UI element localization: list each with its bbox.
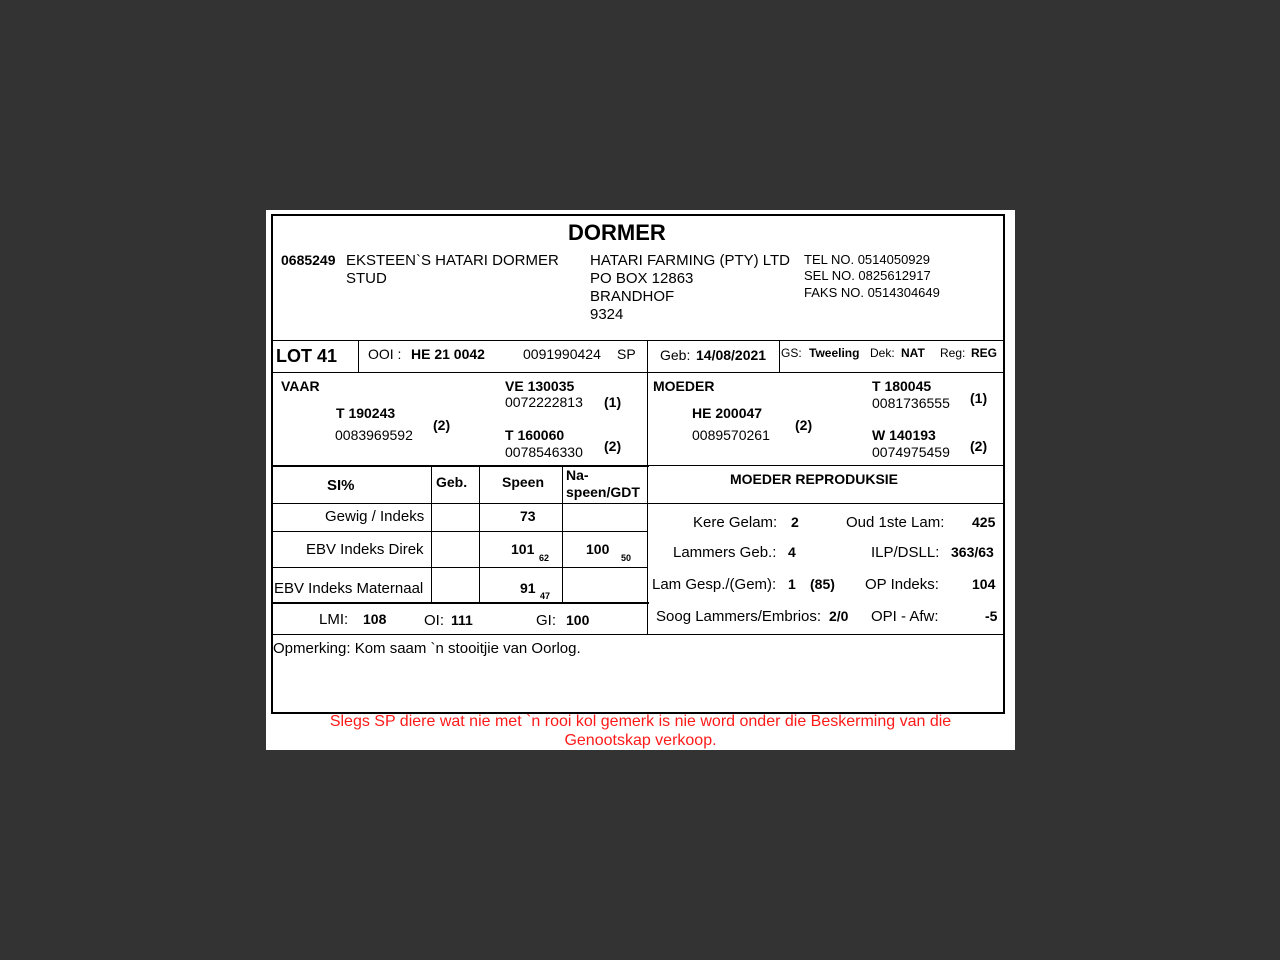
border-top (271, 214, 1005, 216)
dam-dam-number: 0074975459 (872, 444, 950, 460)
sire-dam-count: (2) (604, 438, 622, 454)
lot-card (266, 210, 1015, 750)
divider (271, 634, 1004, 635)
divider (271, 531, 647, 532)
registration-number: 0091990424 (523, 346, 601, 362)
lammers-geb-value: 4 (788, 544, 796, 560)
sire-count: (2) (433, 417, 451, 433)
birth-date-label: Geb: (660, 347, 691, 363)
divider (271, 340, 1004, 341)
row-gewig-label: Gewig / Indeks (325, 508, 425, 525)
divider (271, 503, 1004, 504)
address-line: 9324 (590, 306, 624, 323)
tel-number: TEL NO. 0514050929 (804, 252, 930, 267)
dam-label: MOEDER (653, 378, 715, 394)
maternaal-speen-sub: 47 (540, 591, 551, 601)
sire-label: VAAR (281, 378, 320, 394)
address-line: PO BOX 12863 (590, 270, 694, 287)
direk-naspeen-sub: 50 (621, 553, 632, 563)
dam-count: (2) (795, 417, 813, 433)
sire-sire-number: 0072222813 (505, 394, 583, 410)
ilp-value: 363/63 (951, 544, 994, 560)
row-direk-label: EBV Indeks Direk (306, 541, 424, 558)
divider (779, 340, 780, 372)
dek-label: Dek: (870, 346, 895, 360)
dam-sire-id: T 180045 (872, 378, 932, 394)
disclaimer-line-1: Slegs SP diere wat nie met `n rooi kol gemerk is nie word onder die Beskerming van die (329, 713, 952, 730)
reg-label: Reg: (940, 346, 966, 360)
kere-gelam-label: Kere Gelam: (693, 514, 778, 531)
dam-id: HE 200047 (692, 405, 763, 421)
gi-value: 100 (566, 612, 590, 628)
divider (479, 467, 480, 602)
ooi-id: HE 21 0042 (411, 346, 485, 362)
soog-value: 2/0 (829, 608, 849, 624)
gewig-speen: 73 (520, 508, 536, 524)
ooi-label: OOI : (368, 346, 402, 362)
speen-header: Speen (502, 474, 545, 490)
divider (271, 567, 647, 568)
opi-afw-label: OPI - Afw: (871, 608, 939, 625)
lam-gesp-gem: (85) (810, 576, 835, 592)
gs-label: GS: (781, 346, 802, 360)
birth-date: 14/08/2021 (696, 347, 767, 363)
border-right (1003, 214, 1005, 714)
lmi-label: LMI: (319, 611, 349, 628)
faks-number: FAKS NO. 0514304649 (804, 285, 940, 300)
divider (562, 467, 563, 602)
naspeen-header: Na- (566, 467, 589, 483)
si-header: SI% (327, 477, 355, 494)
ilp-label: ILP/DSLL: (871, 544, 940, 561)
direk-speen-sub: 62 (539, 553, 550, 563)
sire-sire-id: VE 130035 (505, 378, 575, 394)
sire-dam-id: T 160060 (505, 427, 565, 443)
op-indeks-label: OP Indeks: (865, 576, 939, 593)
sire-id: T 190243 (336, 405, 396, 421)
sire-dam-number: 0078546330 (505, 444, 583, 460)
breed-title: DORMER (568, 220, 666, 245)
sp-marker: SP (617, 346, 636, 362)
border-left (271, 214, 273, 714)
dam-number: 0089570261 (692, 427, 770, 443)
opi-afw-value: -5 (985, 608, 998, 624)
naspeen-header-2: speen/GDT (566, 484, 640, 500)
divider (271, 465, 649, 467)
oi-label: OI: (424, 612, 445, 629)
dek-value: NAT (901, 346, 925, 360)
reg-value: REG (971, 346, 998, 360)
divider (647, 340, 648, 634)
dam-sire-count: (1) (970, 390, 988, 406)
lammers-geb-label: Lammers Geb.: (673, 544, 777, 561)
address-line: HATARI FARMING (PTY) LTD (590, 252, 791, 269)
dam-dam-id: W 140193 (872, 427, 936, 443)
kere-gelam-value: 2 (791, 514, 799, 530)
dam-sire-number: 0081736555 (872, 395, 950, 411)
sire-number: 0083969592 (335, 427, 413, 443)
oud-lam-value: 425 (972, 514, 996, 530)
lmi-value: 108 (363, 611, 387, 627)
breeder-name-2: STUD (346, 270, 387, 287)
lam-gesp-value: 1 (788, 576, 796, 592)
remark: Opmerking: Kom saam `n stooitjie van Oorlog. (273, 640, 581, 657)
divider (647, 465, 1004, 466)
breeder-name: EKSTEEN`S HATARI DORMER (346, 252, 559, 269)
direk-naspeen: 100 (586, 541, 610, 557)
sel-number: SEL NO. 0825612917 (804, 268, 931, 283)
sire-sire-count: (1) (604, 394, 622, 410)
breeder-number: 0685249 (281, 252, 336, 268)
lam-gesp-label: Lam Gesp./(Gem): (652, 576, 777, 593)
row-maternaal-label: EBV Indeks Maternaal (274, 580, 424, 597)
divider (358, 340, 359, 372)
soog-label: Soog Lammers/Embrios: (656, 608, 822, 625)
oud-lam-label: Oud 1ste Lam: (846, 514, 945, 531)
direk-speen: 101 (511, 541, 535, 557)
gs-value: Tweeling (809, 346, 860, 360)
gi-label: GI: (536, 612, 557, 629)
geb-header: Geb. (436, 474, 468, 490)
disclaimer-line-2: Genootskap verkoop. (564, 732, 717, 749)
dam-dam-count: (2) (970, 438, 988, 454)
op-indeks-value: 104 (972, 576, 996, 592)
lot-number: LOT 41 (276, 346, 338, 366)
address-line: BRANDHOF (590, 288, 675, 305)
oi-value: 111 (451, 612, 473, 628)
divider (271, 602, 649, 604)
repro-title: MOEDER REPRODUKSIE (730, 471, 899, 487)
maternaal-speen: 91 (520, 580, 536, 596)
divider (431, 467, 432, 602)
divider (271, 372, 1004, 373)
